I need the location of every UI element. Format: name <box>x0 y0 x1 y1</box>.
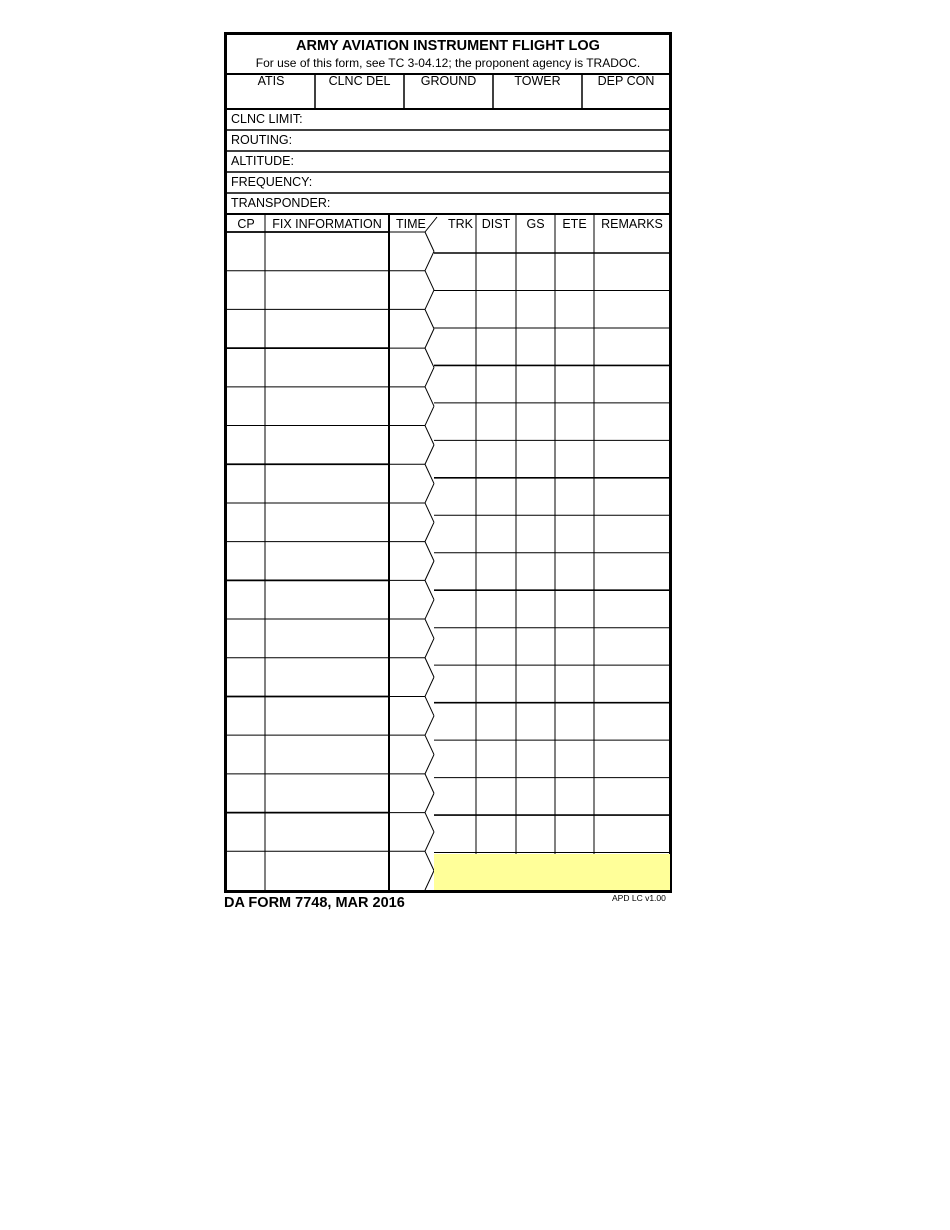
comm-header-ground: GROUND <box>420 74 477 88</box>
field-altitude: ALTITUDE: <box>231 154 294 168</box>
col-header-gs: GS <box>526 217 545 231</box>
zigzag-up <box>425 309 434 328</box>
zigzag-up <box>425 813 434 832</box>
zigzag-up <box>425 426 434 445</box>
col-header-cp: CP <box>237 217 255 231</box>
zigzag-down <box>425 716 434 735</box>
form-title: ARMY AVIATION INSTRUMENT FLIGHT LOG <box>296 38 600 54</box>
zigzag-down <box>425 871 434 890</box>
zigzag-down <box>425 445 434 464</box>
zigzag-up <box>425 735 434 754</box>
comm-header-atis: ATIS <box>257 74 285 88</box>
form-subtitle: For use of this form, see TC 3-04.12; the proponent agency is TRADOC. <box>255 56 641 70</box>
zigzag-header <box>425 217 437 232</box>
form-number: DA FORM 7748, MAR 2016 <box>224 895 405 911</box>
field-routing: ROUTING: <box>231 133 293 147</box>
highlighted-total-cell[interactable] <box>555 854 594 890</box>
zigzag-down <box>425 251 434 270</box>
comm-header-dep-con: DEP CON <box>597 74 655 88</box>
zigzag-down <box>425 677 434 696</box>
col-header-trk: TRK <box>448 217 473 231</box>
zigzag-up <box>425 232 434 251</box>
zigzag-down <box>425 832 434 851</box>
col-header-ete: ETE <box>562 217 587 231</box>
zigzag-up <box>425 619 434 638</box>
col-header-fix-information: FIX INFORMATION <box>272 217 382 231</box>
zigzag-up <box>425 387 434 406</box>
zigzag-down <box>425 600 434 619</box>
zigzag-down <box>425 484 434 503</box>
highlighted-total-cell[interactable] <box>434 854 476 890</box>
zigzag-up <box>425 696 434 715</box>
highlighted-total-cell[interactable] <box>516 854 555 890</box>
zigzag-down <box>425 406 434 425</box>
zigzag-up <box>425 542 434 561</box>
zigzag-down <box>425 755 434 774</box>
zigzag-up <box>425 503 434 522</box>
zigzag-up <box>425 851 434 870</box>
zigzag-up <box>425 271 434 290</box>
comm-header-clnc-del: CLNC DEL <box>328 74 391 88</box>
highlighted-total-cell[interactable] <box>476 854 516 890</box>
col-header-remarks: REMARKS <box>601 217 663 231</box>
col-header-dist: DIST <box>481 217 511 231</box>
zigzag-down <box>425 290 434 309</box>
zigzag-down <box>425 561 434 580</box>
zigzag-up <box>425 348 434 367</box>
zigzag-down <box>425 638 434 657</box>
col-header-time: TIME <box>396 217 426 231</box>
form-version: APD LC v1.00 <box>612 893 666 903</box>
zigzag-up <box>425 580 434 599</box>
field-clnc-limit: CLNC LIMIT: <box>231 112 303 126</box>
field-transponder: TRANSPONDER: <box>231 196 331 210</box>
highlighted-total-cell[interactable] <box>594 854 670 890</box>
field-frequency: FREQUENCY: <box>231 175 313 189</box>
zigzag-down <box>425 522 434 541</box>
zigzag-up <box>425 774 434 793</box>
zigzag-down <box>425 367 434 386</box>
comm-header-tower: TOWER <box>514 74 561 88</box>
zigzag-up <box>425 464 434 483</box>
zigzag-down <box>425 793 434 812</box>
zigzag-up <box>425 658 434 677</box>
zigzag-down <box>425 329 434 348</box>
